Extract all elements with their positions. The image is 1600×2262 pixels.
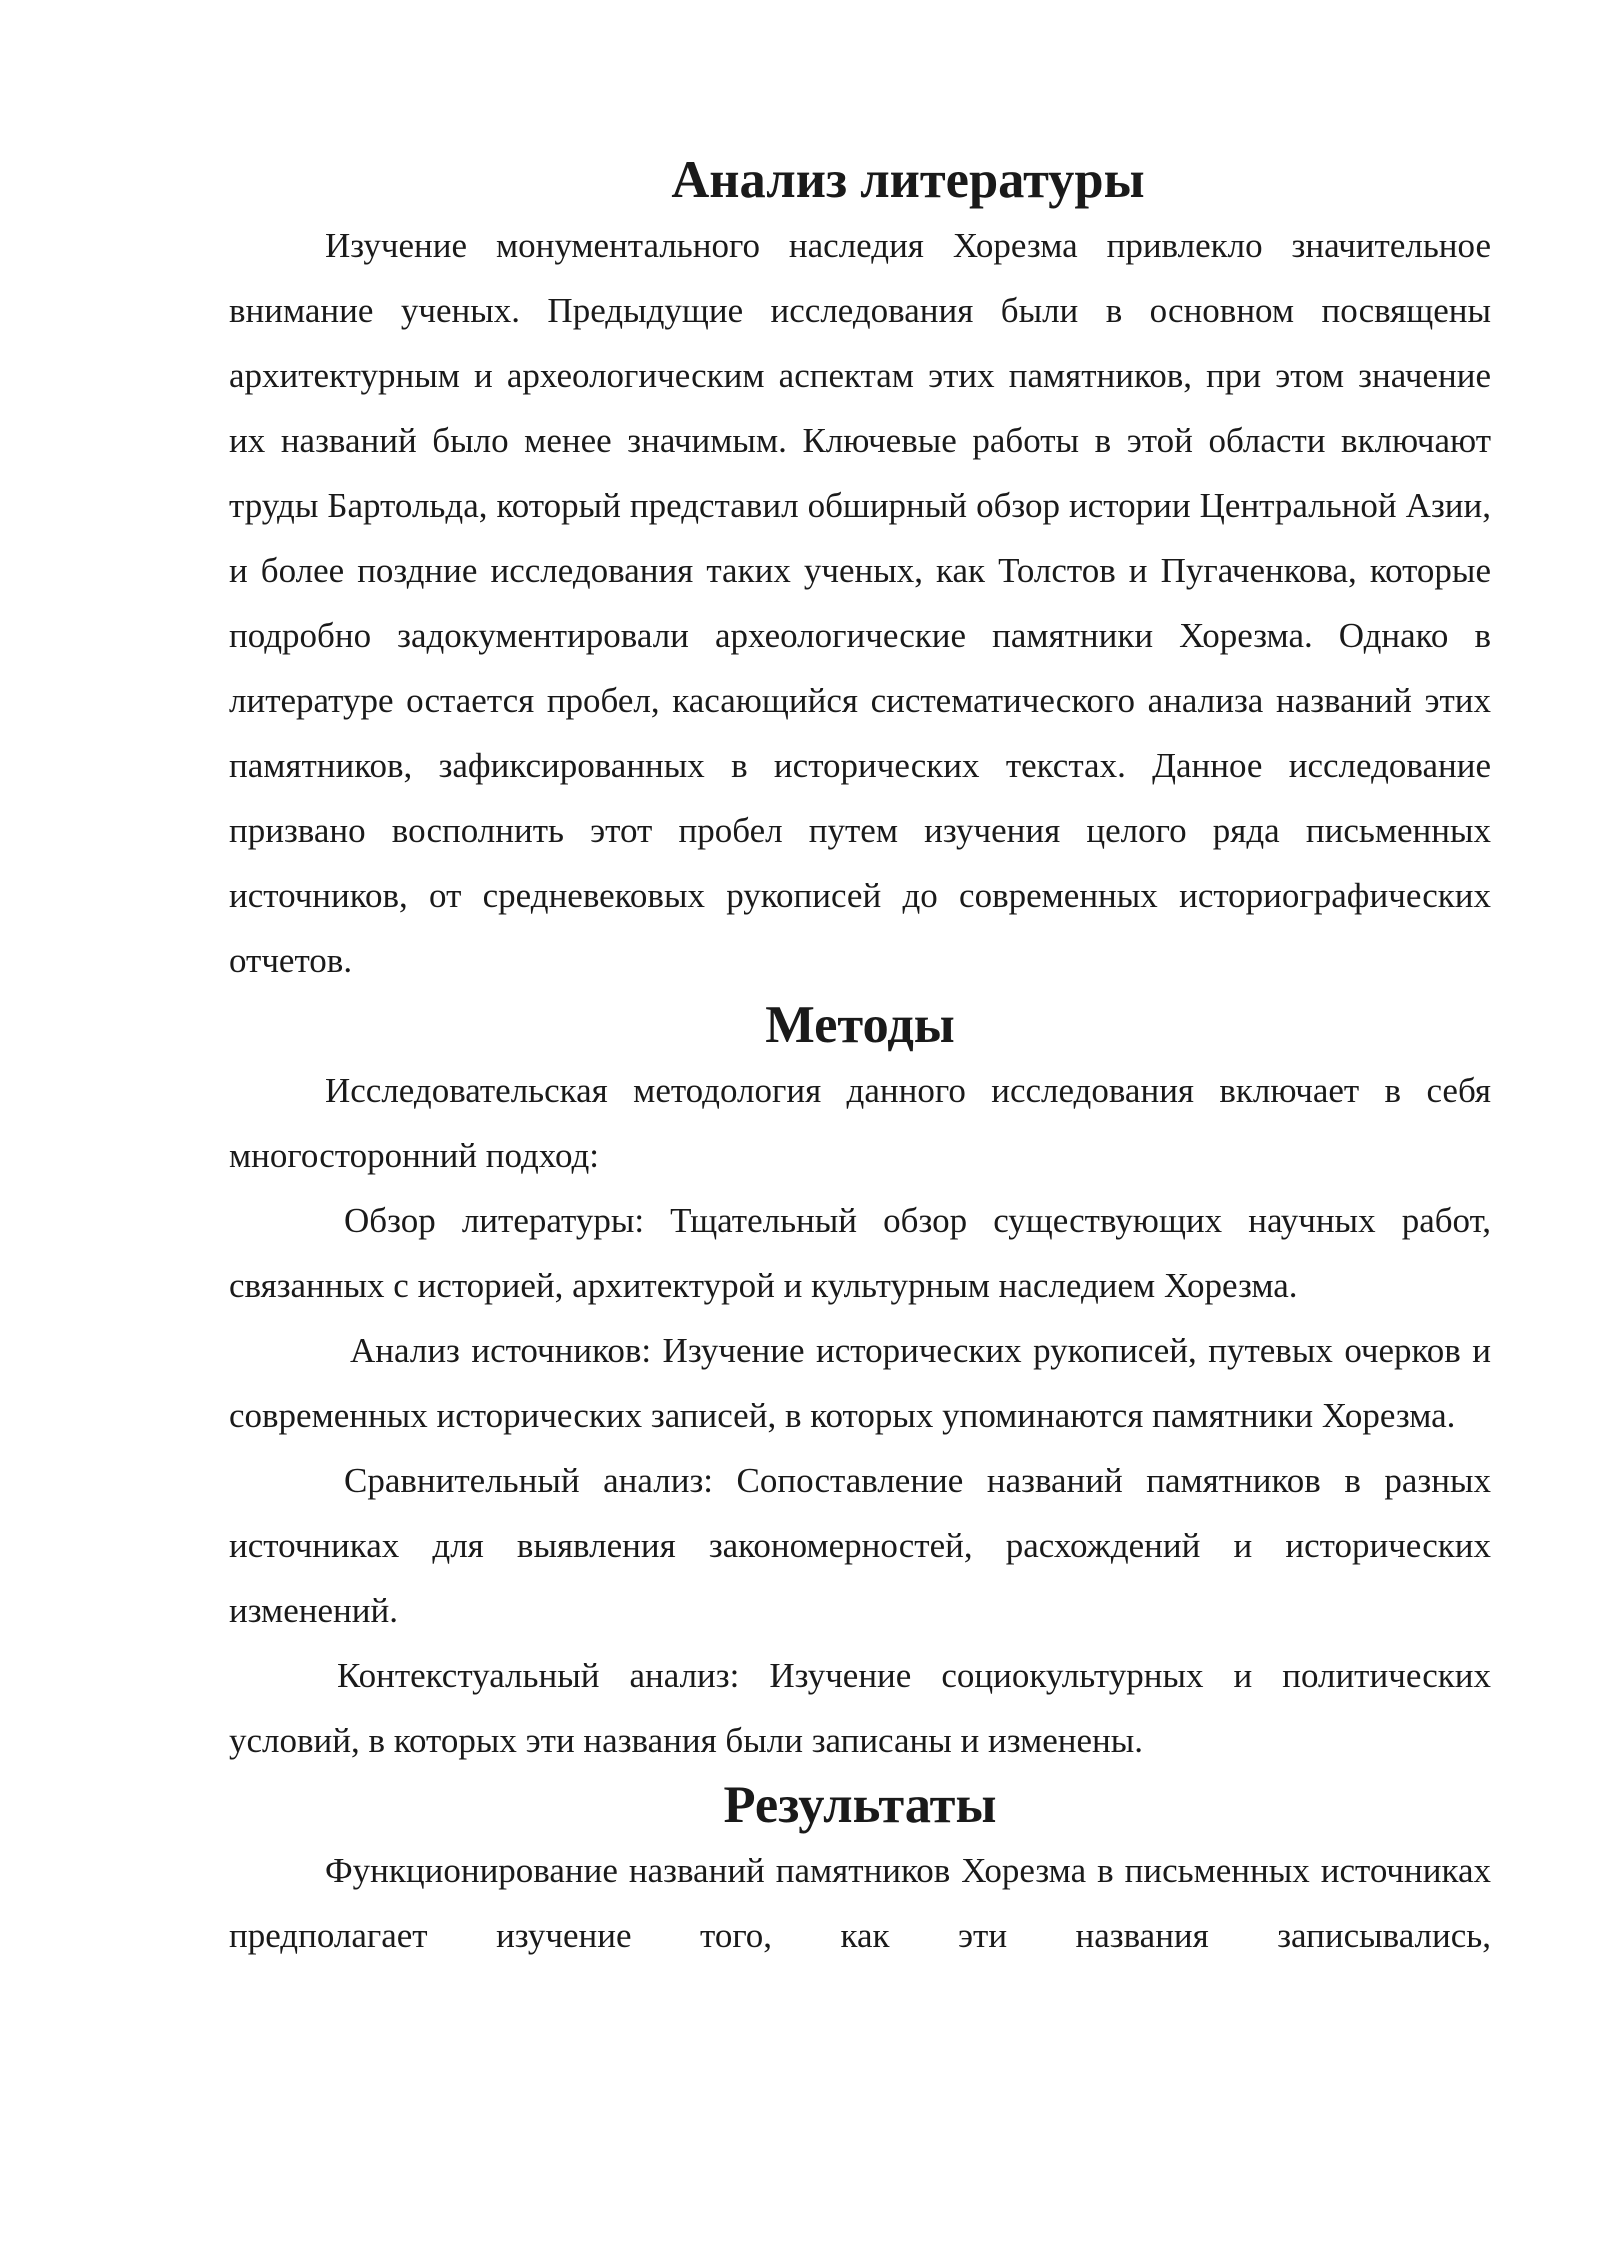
methods-item-literature-review: Обзор литературы: Тщательный обзор существующих научных работ, связанных с историей, архитектурой и культурным наследием Хорезма. bbox=[229, 1201, 1491, 1305]
methods-item-source-analysis: Анализ источников: Изучение исторических рукописей, путевых очерков и современных исторических записей, в которых упоминаются памятники Хорезма. bbox=[229, 1331, 1491, 1435]
document-page bbox=[229, 148, 1491, 1968]
results-heading: Результаты bbox=[723, 1776, 997, 1834]
results-paragraph: Функционирование названий памятников Хорезма в письменных источниках предполагает изучение того, как эти названия записывались, bbox=[229, 1851, 1491, 1955]
methods-intro-paragraph: Исследовательская методология данного исследования включает в себя многосторонний подход: bbox=[229, 1071, 1491, 1175]
methods-item-contextual-analysis: Контекстуальный анализ: Изучение социокультурных и политических условий, в которых эти названия были записаны и изменены. bbox=[229, 1656, 1491, 1760]
literature-review-paragraph: Изучение монументального наследия Хорезма привлекло значительное внимание ученых. Предыдущие исследования были в основном посвящены архитектурным и археологическим аспектам этих памятников, при этом значение их названий было менее значимым. Ключевые работы в этой области включают труды Бартольда, который представил обширный обзор истории Центральной Азии, и более поздние исследования таких ученых, как Толстов и Пугаченкова, которые подробно задокументировали археологические памятники Хорезма. Однако в литературе остается пробел, касающийся систематического анализа названий этих памятников, зафиксированных в исторических текстах. Данное исследование призвано восполнить этот пробел путем изучения целого ряда письменных источников, от средневековых рукописей до современных историографических отчетов. bbox=[229, 226, 1491, 980]
literature-review-heading: Анализ литературы bbox=[671, 151, 1145, 209]
methods-heading: Методы bbox=[765, 996, 955, 1054]
methods-item-comparative-analysis: Сравнительный анализ: Сопоставление названий памятников в разных источниках для выявления закономерностей, расхождений и исторических изменений. bbox=[229, 1461, 1491, 1630]
